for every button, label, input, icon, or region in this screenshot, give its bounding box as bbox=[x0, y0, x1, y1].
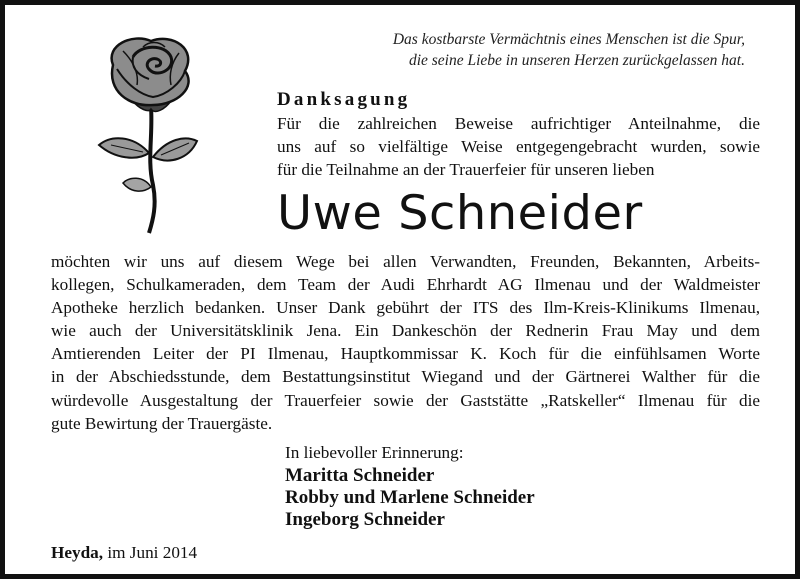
intro-paragraph bbox=[277, 112, 760, 181]
body-line: kollegen, Schulkameraden, dem Team der Audi Ehrhardt AG Ilmenau und der Waldmeister bbox=[51, 275, 760, 295]
rose-icon bbox=[93, 35, 203, 235]
signatory-name: Ingeborg Schneider bbox=[285, 508, 445, 530]
body-line: in der Abschiedsstunde, dem Bestattungsinstitut Wiegand und der Gärtnerei Walther für die bbox=[51, 367, 760, 387]
signatory-name: Robby und Marlene Schneider bbox=[285, 486, 535, 508]
signature-intro: In liebevoller Erinnerung: bbox=[285, 443, 464, 462]
intro-line: Für die zahlreichen Beweise aufrichtiger Anteilnahme, die bbox=[277, 114, 760, 133]
intro-line: für die Teilnahme an der Trauerfeier für unseren lieben bbox=[277, 160, 655, 179]
signatory-name: Maritta Schneider bbox=[285, 464, 435, 486]
heading-danksagung: Danksagung bbox=[277, 89, 411, 110]
body-line: Apotheke herzlich bedanken. Unser Dank gebührt der ITS des Ilm-Kreis-Klinikums Ilmenau, bbox=[51, 298, 760, 318]
body-line: Amtierenden Leiter der PI Ilmenau, Hauptkommissar K. Koch für die einfühlsamen Worte bbox=[51, 344, 760, 364]
quote-line: die seine Liebe in unseren Herzen zurückgelassen hat. bbox=[408, 52, 745, 69]
place: Heyda, bbox=[51, 543, 104, 562]
quote-line: Das kostbarste Vermächtnis eines Menschen ist die Spur, bbox=[392, 31, 745, 48]
body-line: möchten wir uns auf diesem Wege bei allen Verwandten, Freunden, Bekannten, Arbeits- bbox=[51, 252, 760, 271]
body-line: wie auch der Universitätsklinik Jena. Ein Dankeschön der Rednerin Frau May und dem bbox=[51, 321, 760, 341]
place-date bbox=[51, 543, 197, 563]
signature-names bbox=[285, 465, 535, 532]
signature-block bbox=[285, 442, 535, 531]
date: im Juni 2014 bbox=[103, 543, 198, 562]
deceased-name: Uwe Schneider bbox=[277, 186, 643, 241]
body-line: würdevolle Ausgestaltung der Trauerfeier sowie der Gaststätte „Ratskeller“ Ilmenau für die bbox=[51, 390, 760, 410]
body-line: gute Bewirtung der Trauergäste. bbox=[51, 413, 273, 433]
epigraph-quote bbox=[393, 29, 745, 71]
intro-line: uns auf so vielfältige Weise entgegengebracht wurden, sowie bbox=[277, 137, 760, 156]
body-paragraph bbox=[51, 250, 760, 435]
